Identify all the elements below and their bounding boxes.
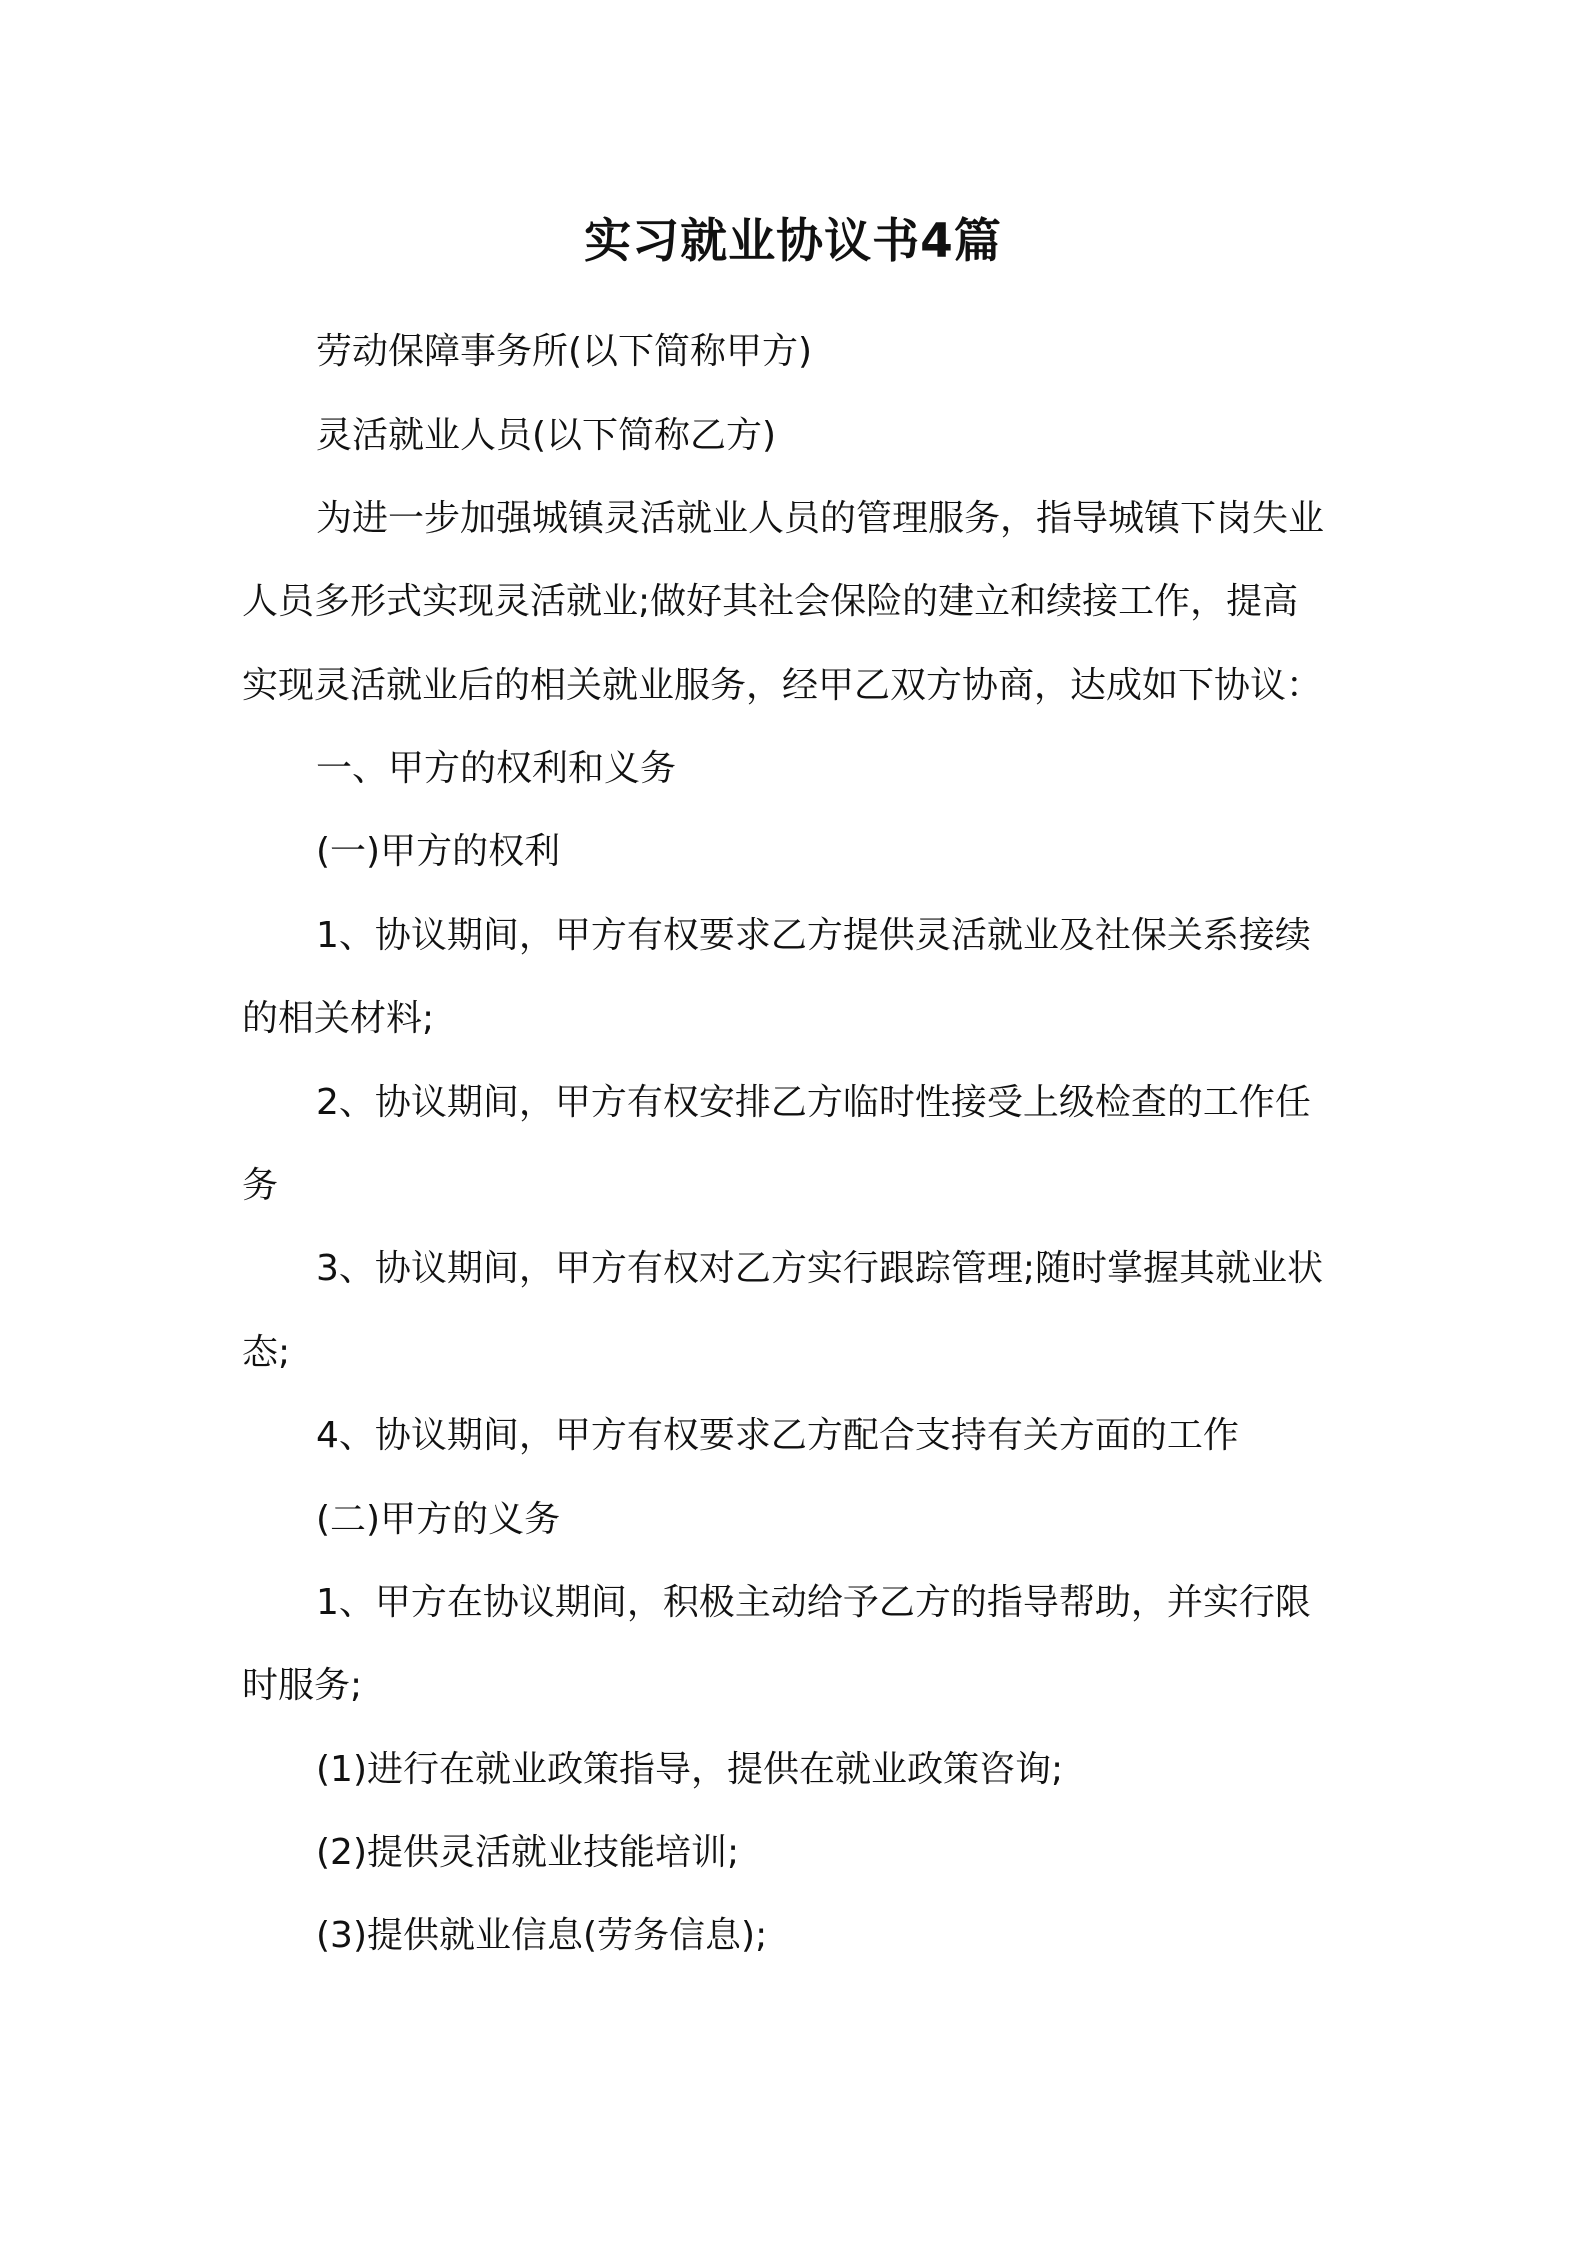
paragraph-line: 实现灵活就业后的相关就业服务，经甲乙双方协商，达成如下协议： [242,665,1323,706]
list-item-continuation: 的相关材料; [242,998,435,1039]
list-item: 4、协议期间，甲方有权要求乙方配合支持有关方面的工作 [316,1415,1239,1456]
list-item: 2、协议期间，甲方有权安排乙方临时性接受上级检查的工作任 [316,1082,1311,1123]
party-b-line: 灵活就业人员(以下简称乙方) [316,415,777,456]
sub-list-item: (1)进行在就业政策指导，提供在就业政策咨询; [316,1749,1064,1790]
paragraph-line: 为进一步加强城镇灵活就业人员的管理服务，指导城镇下岗失业 [316,498,1325,539]
list-item-continuation: 务 [242,1165,279,1206]
list-item: 3、协议期间，甲方有权对乙方实行跟踪管理;随时掌握其就业状 [316,1248,1324,1289]
list-item-continuation: 态; [242,1332,291,1373]
sub-list-item: (2)提供灵活就业技能培训; [316,1832,740,1873]
subsection-heading: (二)甲方的义务 [316,1499,561,1540]
document-title: 实习就业协议书4篇 [584,214,1002,269]
subsection-heading: (一)甲方的权利 [316,831,561,872]
list-item: 1、甲方在协议期间，积极主动给予乙方的指导帮助，并实行限 [316,1582,1311,1623]
list-item-continuation: 时服务; [242,1665,363,1706]
list-item: 1、协议期间，甲方有权要求乙方提供灵活就业及社保关系接续 [316,915,1311,956]
section-heading: 一、甲方的权利和义务 [316,748,677,789]
paragraph-line: 人员多形式实现灵活就业;做好其社会保险的建立和续接工作，提高 [242,581,1299,622]
party-a-line: 劳动保障事务所(以下简称甲方) [316,331,813,372]
sub-list-item: (3)提供就业信息(劳务信息); [316,1915,768,1956]
